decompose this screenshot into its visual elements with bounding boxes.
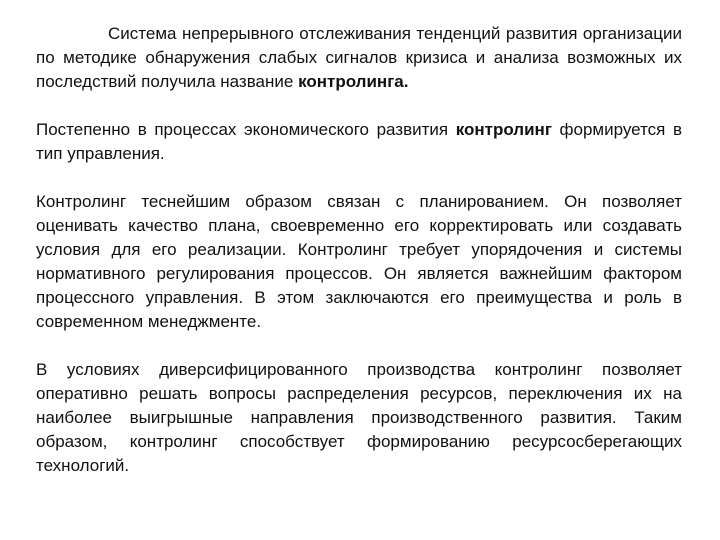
- paragraph-2-bold-term: контролинг: [455, 120, 552, 139]
- paragraph-2: [36, 118, 682, 166]
- paragraph-2-text-after: формируется в тип управления.: [36, 120, 682, 163]
- paragraph-4: В условиях диверсифицированного производства контролинг позволяет оперативно решать вопросы распределения ресурсов, переключения их на наиболее выигрышные направления производственного развития. Таким образом, контролинг способствует формированию ресурсосберегающих технологий.: [36, 360, 682, 475]
- paragraph-2-text: Постепенно в процессах экономического развития: [36, 120, 456, 139]
- paragraph-1-bold-term: контролинга.: [298, 72, 409, 91]
- paragraph-1: [36, 22, 682, 94]
- paragraph-1-text: Система непрерывного отслеживания тенденций развития организации по методике обнаружения слабых сигналов кризиса и анализа возможных их последствий получила название: [36, 24, 682, 91]
- paragraph-3: Контролинг теснейшим образом связан с планированием. Он позволяет оценивать качество плана, своевременно его корректировать или создавать условия для его реализации. Контролинг требует упорядочения и системы нормативного регулирования процессов. Он является важнейшим фактором процессного управления. В этом заключаются его преимущества и роль в современном менеджменте.: [36, 192, 682, 331]
